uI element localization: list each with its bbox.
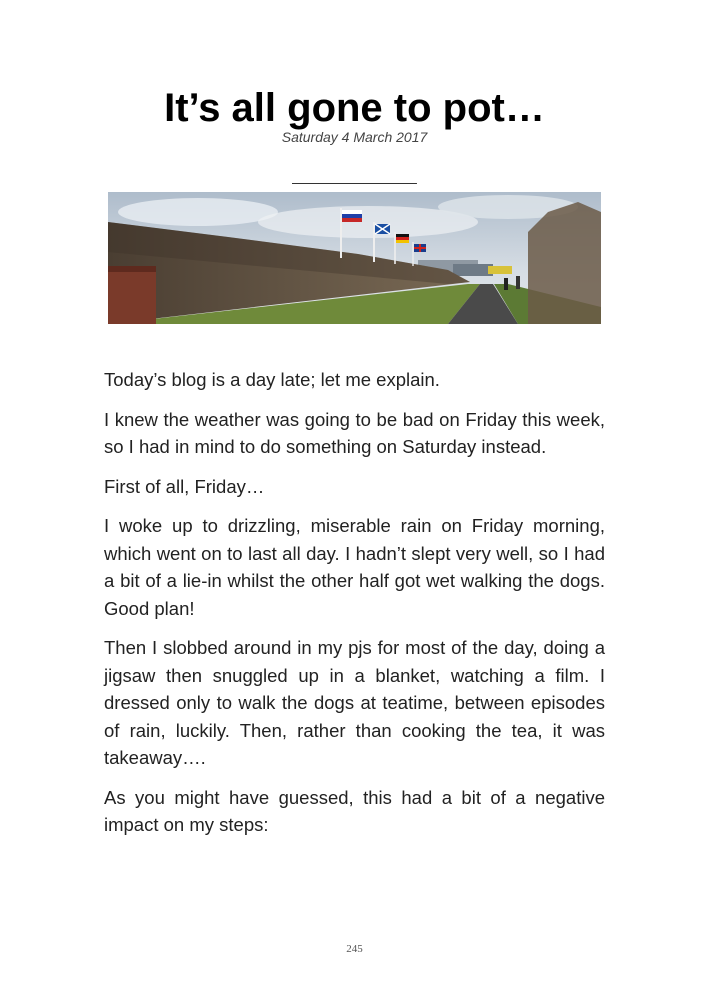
flag-germany: [396, 234, 409, 243]
paragraph: I woke up to drizzling, miserable rain on Friday morning, which went on to last all day. I hadn’t slept very well, so I had a bit of a lie-in whilst the other half got wet walking the dogs. Good plan!: [104, 515, 605, 619]
flag-uk: [414, 244, 426, 252]
flag-scotland: [375, 224, 390, 234]
paragraph: I knew the weather was going to be bad on Friday this week, so I had in mind to do something on Saturday instead.: [104, 408, 605, 457]
page-title: It’s all gone to pot…: [164, 86, 545, 130]
paragraph: First of all, Friday…: [104, 475, 265, 497]
paragraph: Today’s blog is a day late; let me explain.: [104, 369, 440, 390]
page-number: 245: [346, 943, 363, 955]
divider-line: ______________: [292, 168, 417, 185]
blog-body: [104, 366, 605, 851]
post-date: Saturday 4 March 2017: [281, 129, 428, 145]
header-photo: [108, 192, 601, 324]
paragraph: Then I slobbed around in my pjs for most of the day, doing a jigsaw then snuggled up in a blanket, watching a film. I dressed only to walk the dogs at teatime, between episodes of rain, luckily. Then, rather than cooking the tea, it was takeaway….: [104, 637, 605, 768]
flag-russia: [342, 210, 362, 222]
paragraph: As you might have guessed, this had a bit of a negative impact on my steps:: [104, 786, 605, 835]
